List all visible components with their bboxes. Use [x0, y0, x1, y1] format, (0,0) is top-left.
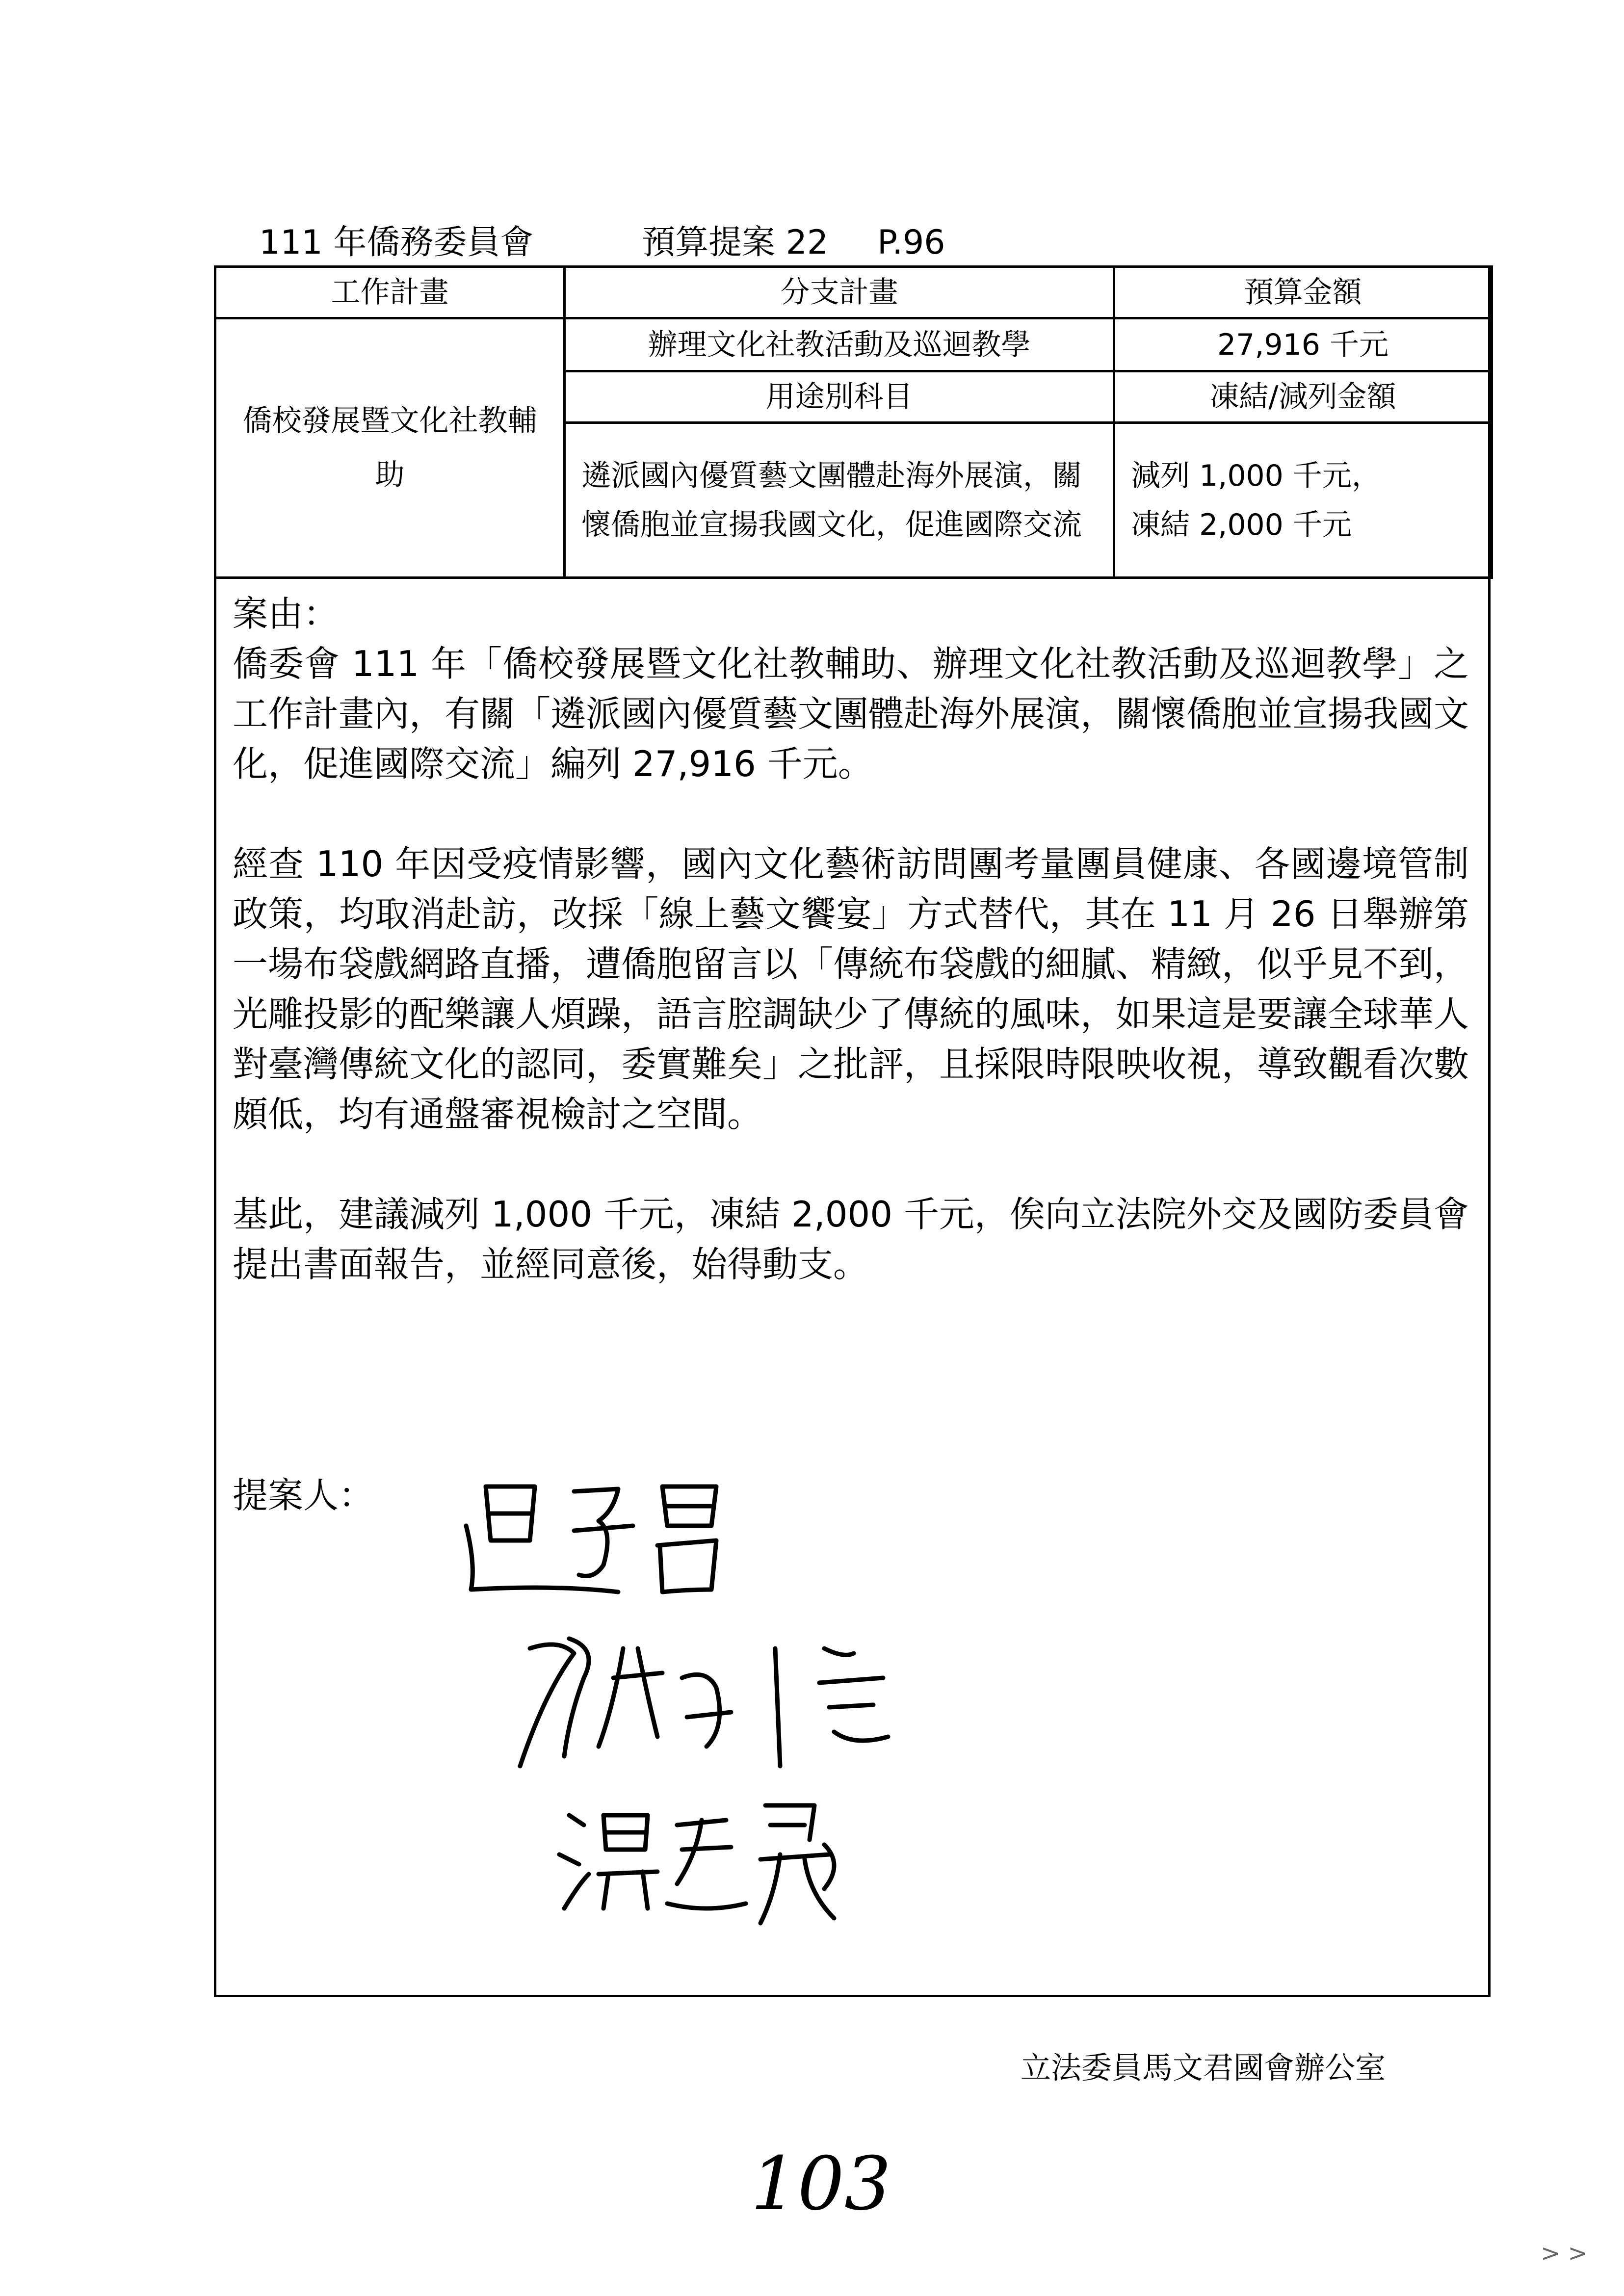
budget-table — [214, 265, 1493, 579]
corner-mark: > > — [1541, 2240, 1588, 2267]
signature-3 — [550, 1786, 893, 1933]
cut-amount: 減列 1,000 千元， — [1131, 458, 1381, 493]
signature-2 — [500, 1619, 942, 1791]
reason-paragraph-3: 基此，建議減列 1,000 千元，凍結 2,000 千元，俟向立法院外交及國防委員會提出書面報告，並經同意後，始得動支。 — [233, 1194, 1469, 1285]
col-header-purpose: 用途別科目 — [565, 371, 1114, 423]
proposer-label: 提案人： — [233, 1475, 374, 1516]
freeze-cut-cell — [1114, 423, 1492, 578]
sub-plan-cell: 辦理文化社教活動及巡迴教學 — [565, 318, 1114, 371]
signature-1 — [456, 1467, 800, 1614]
handwritten-page-number: 103 — [751, 2141, 891, 2227]
col-header-budget: 預算金額 — [1114, 267, 1492, 318]
reason-label: 案由： — [233, 593, 339, 634]
col-header-work-plan: 工作計畫 — [215, 267, 565, 318]
proposal-body — [233, 589, 1469, 1289]
purpose-cell: 遴派國內優質藝文團體赴海外展演，關懷僑胞並宣揚我國文化，促進國際交流 — [565, 423, 1114, 578]
work-plan-text: 僑校發展暨文化社教輔助 — [242, 404, 537, 492]
reason-paragraph-2: 經查 110 年因受疫情影響，國內文化藝術訪問團考量團員健康、各國邊境管制政策，均取消赴訪，改採「線上藝文饗宴」方式替代，其在 11 月 26 日舉辦第一場布袋戲網路直播，遭僑胞留言以「傳統布袋戲的細膩、精緻，似乎見不到，光雕投影的配樂讓人煩躁，語言腔調缺少了傳統的風味，如果這是要讓全球華人對臺灣傳統文化的認同，委實難矣」之批評，且採限時限映收視，導致觀看次數頗低，均有通盤審視檢討之空間。 — [233, 843, 1469, 1135]
header-year-committee: 111 年僑務委員會 — [259, 223, 534, 262]
header-proposal-number: 預算提案 22 — [642, 223, 829, 262]
freeze-amount: 凍結 2,000 千元 — [1131, 507, 1352, 542]
col-header-sub-plan: 分支計畫 — [565, 267, 1114, 318]
office-name: 立法委員馬文君國會辦公室 — [1021, 2050, 1386, 2086]
work-plan-cell — [215, 318, 565, 578]
reason-paragraph-1: 僑委會 111 年「僑校發展暨文化社教輔助、辦理文化社教活動及巡迴教學」之工作計畫內，有關「遴派國內優質藝文團體赴海外展演，關懷僑胞並宣揚我國文化，促進國際交流」編列 27,916 千元。 — [233, 643, 1469, 784]
header-page-ref: P.96 — [877, 223, 945, 262]
budget-amount-cell: 27,916 千元 — [1114, 318, 1492, 371]
document-header — [259, 216, 945, 263]
col-header-freeze-cut: 凍結/減列金額 — [1114, 371, 1492, 423]
